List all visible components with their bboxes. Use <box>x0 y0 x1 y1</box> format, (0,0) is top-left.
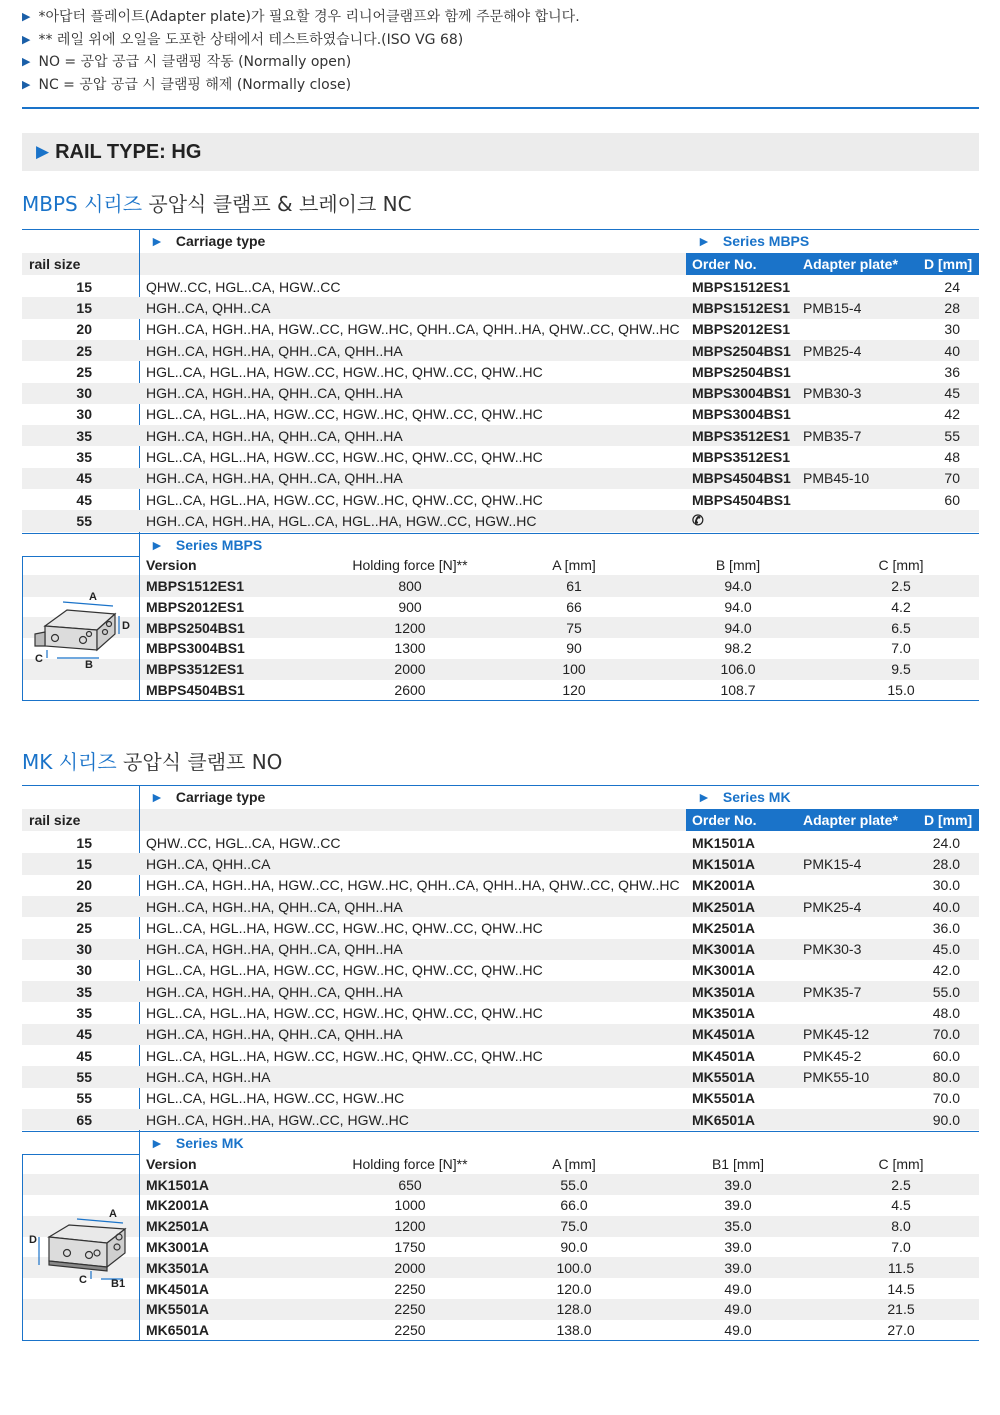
order-header <box>686 253 979 275</box>
table-row <box>22 832 979 853</box>
rail-size-cell: 30 <box>76 406 92 423</box>
d-value-cell: 40.0 <box>932 898 960 915</box>
spec-cell: 120 <box>562 682 586 699</box>
spec-header-cell: Holding force [N]** <box>352 1155 468 1172</box>
table-row <box>22 489 979 510</box>
order-no-cell: MK5501A <box>692 1068 756 1085</box>
table-top-rule <box>22 785 979 786</box>
triangle-bullet-icon: ▶ <box>22 32 31 46</box>
d-header: D [mm] <box>924 812 973 828</box>
d-value-cell: 40 <box>944 342 960 359</box>
spec-cell: 1750 <box>394 1239 426 1256</box>
adapter-plate-cell: PMB25-4 <box>803 342 862 359</box>
rail-size-cell: 30 <box>76 941 92 958</box>
spec-cell: 75.0 <box>560 1218 588 1235</box>
table-row <box>22 361 979 382</box>
d-value-cell: 30.0 <box>932 877 960 894</box>
table-rule <box>22 1154 139 1155</box>
spec-cell: 4.5 <box>891 1197 911 1214</box>
d-value-cell <box>902 510 960 531</box>
spec-cell: 128.0 <box>556 1301 592 1318</box>
column-rule <box>139 1132 140 1340</box>
rail-size-cell: 45 <box>76 470 92 487</box>
spec-cell: 800 <box>398 578 422 595</box>
dimension-label-a: A <box>89 590 97 603</box>
spec-cell: 9.5 <box>891 661 911 678</box>
spec-cell: 2.5 <box>891 578 911 595</box>
rail-size-cell: 35 <box>76 983 92 1000</box>
table-row <box>22 468 979 489</box>
rail-size-cell: 30 <box>76 385 92 402</box>
order-no-cell: MBPS1512ES1 <box>692 299 791 316</box>
table-row <box>22 917 979 938</box>
carriage-type-cell: HGH..CA, QHH..CA <box>146 855 271 872</box>
rail-size-cell: 15 <box>76 834 92 851</box>
adapter-plate-cell: PMB35-7 <box>803 427 862 444</box>
spec-header-row <box>22 555 979 576</box>
order-no-cell: MK1501A <box>692 834 756 851</box>
table-row <box>22 1002 979 1023</box>
spec-cell: MK2001A <box>146 1197 210 1214</box>
spec-cell: 138.0 <box>556 1322 592 1339</box>
spec-cell: 61 <box>566 578 582 595</box>
carriage-type-cell: HGH..CA, HGH..HA, HGW..CC, HGW..HC, QHH..CA, QHH..HA, QHW..CC, QHW..HC <box>146 877 680 894</box>
carriage-type-cell: HGL..CA, HGL..HA, HGW..CC, HGW..HC, QHW..CC, QHW..HC <box>146 962 543 979</box>
rail-type-title: RAIL TYPE: HG <box>55 140 202 163</box>
spec-cell: 11.5 <box>887 1259 915 1276</box>
rail-type-banner <box>22 133 979 171</box>
column-rule <box>139 534 140 701</box>
carriage-type-header: ► Carriage type <box>150 233 266 249</box>
d-value-cell: 42.0 <box>932 962 960 979</box>
carriage-type-cell: HGL..CA, HGL..HA, HGW..CC, HGW..HC <box>146 1090 405 1107</box>
spec-header-cell: Holding force [N]** <box>352 557 468 574</box>
spec-cell: 7.0 <box>891 1239 911 1256</box>
spec-cell: MBPS2504BS1 <box>146 619 245 636</box>
d-value-cell: 70.0 <box>932 1090 960 1107</box>
spec-cell: 1200 <box>394 1218 426 1235</box>
dimension-label-b1: B1 <box>111 1278 126 1288</box>
spec-row <box>22 596 979 617</box>
spec-header-cell: B1 [mm] <box>711 1155 765 1172</box>
rail-size-header: rail size <box>29 256 81 272</box>
d-value-cell: 24.0 <box>932 834 960 851</box>
spec-row <box>22 679 979 700</box>
order-no-header: Order No. <box>692 812 757 828</box>
table-row <box>22 297 979 318</box>
carriage-type-cell: HGH..CA, HGH..HA, QHH..CA, QHH..HA <box>146 427 403 444</box>
carriage-type-cell: HGH..CA, HGH..HA, QHH..CA, QHH..HA <box>146 385 403 402</box>
mbps-section-title: MBPS 시리즈 공압식 클램프 & 브레이크 NC <box>22 192 412 216</box>
triangle-bullet-icon: ► <box>697 789 711 805</box>
spec-cell: 6.5 <box>891 619 911 636</box>
spec-cell: 27.0 <box>887 1322 915 1339</box>
spec-header-cell: Version <box>146 1155 197 1172</box>
rail-size-cell: 45 <box>76 491 92 508</box>
d-value-cell: 28 <box>944 299 960 316</box>
spec-cell: 39.0 <box>724 1176 752 1193</box>
carriage-type-cell: HGH..CA, HGH..HA, QHH..CA, QHH..HA <box>146 342 403 359</box>
table-row <box>22 875 979 896</box>
adapter-plate-cell: PMK25-4 <box>803 898 862 915</box>
order-no-cell: MK3501A <box>692 1005 756 1022</box>
rail-size-cell: 55 <box>76 512 92 529</box>
spec-cell: MBPS4504BS1 <box>146 682 245 699</box>
series-header: ► Series MBPS <box>697 233 810 249</box>
order-no-cell: MK1501A <box>692 855 756 872</box>
order-header <box>686 809 979 831</box>
carriage-type-cell: HGL..CA, HGL..HA, HGW..CC, HGW..HC, QHW..CC, QHW..HC <box>146 919 543 936</box>
spec-cell: 8.0 <box>891 1218 911 1235</box>
spec-cell: 66.0 <box>560 1197 588 1214</box>
spec-cell: 100.0 <box>556 1259 592 1276</box>
order-no-cell: MBPS3004BS1 <box>692 385 791 402</box>
spec-cell: 49.0 <box>724 1301 752 1318</box>
order-no-cell: MK6501A <box>692 1111 756 1128</box>
spec-cell: 94.0 <box>724 578 752 595</box>
adapter-plate-cell: PMK15-4 <box>803 855 862 872</box>
rail-size-cell: 30 <box>76 962 92 979</box>
order-no-cell: MBPS2012ES1 <box>692 321 791 338</box>
rail-size-cell: 20 <box>76 877 92 894</box>
spec-cell: 75 <box>566 619 582 636</box>
spec-row <box>22 1174 979 1195</box>
spec-cell: MK3001A <box>146 1239 210 1256</box>
spec-cell: MK6501A <box>146 1322 210 1339</box>
spec-cell: 4.2 <box>891 598 911 615</box>
rail-size-header: rail size <box>29 812 81 828</box>
carriage-type-cell: QHW..CC, HGL..CA, HGW..CC <box>146 278 341 295</box>
rail-size-cell: 45 <box>76 1047 92 1064</box>
spec-cell: 49.0 <box>724 1280 752 1297</box>
spec-cell: MBPS3004BS1 <box>146 640 245 657</box>
spec-cell: 39.0 <box>724 1239 752 1256</box>
spec-cell: MBPS1512ES1 <box>146 578 245 595</box>
spec-cell: 100 <box>562 661 586 678</box>
table-bottom-rule <box>22 533 979 534</box>
order-no-cell: MK2001A <box>692 877 756 894</box>
table-bottom-rule <box>22 1131 979 1132</box>
adapter-plate-cell: PMK30-3 <box>803 941 862 958</box>
spec-series-header: ► Series MBPS <box>150 536 263 553</box>
triangle-bullet-icon: ► <box>150 1135 164 1152</box>
spec-row <box>22 575 979 596</box>
carriage-type-cell: HGL..CA, HGL..HA, HGW..CC, HGW..HC, QHW..CC, QHW..HC <box>146 491 543 508</box>
adapter-plate-cell: PMB30-3 <box>803 385 862 402</box>
table-row <box>22 276 979 297</box>
d-value-cell: 28.0 <box>932 855 960 872</box>
order-no-cell: MBPS1512ES1 <box>692 278 791 295</box>
rail-size-cell: 55 <box>76 1068 92 1085</box>
order-no-cell: MK2501A <box>692 919 756 936</box>
adapter-plate-cell: PMB45-10 <box>803 470 870 487</box>
spec-cell: 108.7 <box>720 682 756 699</box>
d-value-cell: 45 <box>944 385 960 402</box>
spec-row <box>22 1320 979 1341</box>
d-value-cell: 70 <box>944 470 960 487</box>
spec-row <box>22 617 979 638</box>
rail-size-cell: 25 <box>76 342 92 359</box>
spec-header-cell: C [mm] <box>878 1155 924 1172</box>
order-no-cell: MBPS4504BS1 <box>692 470 791 487</box>
spec-cell: MK3501A <box>146 1259 210 1276</box>
rail-size-cell: 25 <box>76 919 92 936</box>
spec-cell: 7.0 <box>891 640 911 657</box>
d-value-cell: 90.0 <box>932 1111 960 1128</box>
spec-cell: 66 <box>566 598 582 615</box>
spec-series-header: ► Series MK <box>150 1135 244 1152</box>
dimension-label-c: C <box>35 652 43 665</box>
spec-cell: MK1501A <box>146 1176 210 1193</box>
d-value-cell: 45.0 <box>932 941 960 958</box>
spec-header-cell: B [mm] <box>715 557 761 574</box>
rail-size-cell: 45 <box>76 1026 92 1043</box>
spec-header-row <box>22 1153 979 1174</box>
spec-cell: 35.0 <box>724 1218 752 1235</box>
spec-cell: 94.0 <box>724 598 752 615</box>
spec-cell: 120.0 <box>556 1280 592 1297</box>
spec-cell: 106.0 <box>720 661 756 678</box>
spec-cell: 90.0 <box>560 1239 588 1256</box>
triangle-bullet-icon: ▶ <box>22 55 31 68</box>
d-value-cell: 60.0 <box>932 1047 960 1064</box>
carriage-type-cell: HGL..CA, HGL..HA, HGW..CC, HGW..HC, QHW..CC, QHW..HC <box>146 449 543 466</box>
rail-size-cell: 35 <box>76 427 92 444</box>
table-row <box>22 981 979 1002</box>
rail-size-cell: 65 <box>76 1111 92 1128</box>
spec-row <box>22 1278 979 1299</box>
dimension-label-d: D <box>122 619 130 632</box>
carriage-type-cell: HGL..CA, HGL..HA, HGW..CC, HGW..HC, QHW..CC, QHW..HC <box>146 1005 543 1022</box>
carriage-type-cell: HGH..CA, HGH..HA, HGW..CC, HGW..HC <box>146 1111 409 1128</box>
carriage-type-cell: HGH..CA, HGH..HA, QHH..CA, QHH..HA <box>146 983 403 1000</box>
spec-header-cell: C [mm] <box>878 557 924 574</box>
carriage-type-cell: QHW..CC, HGL..CA, HGW..CC <box>146 834 341 851</box>
spec-cell: MBPS3512ES1 <box>146 661 245 678</box>
d-value-cell: 55 <box>944 427 960 444</box>
spec-cell: 2600 <box>394 682 426 699</box>
rail-size-cell: 35 <box>76 449 92 466</box>
spec-header-cell: A [mm] <box>552 1155 596 1172</box>
adapter-plate-cell: PMK45-2 <box>803 1047 862 1064</box>
d-value-cell: 24 <box>944 278 960 295</box>
spec-cell: 2250 <box>394 1301 426 1318</box>
spec-cell: 21.5 <box>887 1301 915 1318</box>
carriage-type-cell: HGH..CA, HGH..HA <box>146 1068 271 1085</box>
d-value-cell: 42 <box>944 406 960 423</box>
spec-cell: 1200 <box>394 619 426 636</box>
d-value-cell: 36.0 <box>932 919 960 936</box>
notes-list <box>22 6 580 96</box>
note-item: ▶ *아답터 플레이트(Adapter plate)가 필요할 경우 리니어클램프와 함께 주문해야 합니다. <box>22 6 580 29</box>
dimension-label-a: A <box>109 1208 117 1221</box>
carriage-type-cell: HGH..CA, HGH..HA, QHH..CA, QHH..HA <box>146 941 403 958</box>
order-no-cell: MK3001A <box>692 962 756 979</box>
spec-cell: 900 <box>398 598 422 615</box>
spec-header-cell: A [mm] <box>552 557 596 574</box>
triangle-bullet-icon: ► <box>150 233 164 249</box>
d-value-cell: 80.0 <box>932 1068 960 1085</box>
order-no-cell: MBPS2504BS1 <box>692 363 791 380</box>
table-top-rule <box>22 229 979 230</box>
adapter-plate-cell: PMK35-7 <box>803 983 862 1000</box>
order-no-cell: MK5501A <box>692 1090 756 1107</box>
carriage-type-cell: HGH..CA, HGH..HA, QHH..CA, QHH..HA <box>146 898 403 915</box>
table-row <box>22 939 979 960</box>
spec-cell: MK5501A <box>146 1301 210 1318</box>
triangle-bullet-icon: ► <box>697 233 711 249</box>
rail-size-cell: 55 <box>76 1090 92 1107</box>
table-rule <box>22 556 139 557</box>
table-row <box>22 1088 979 1109</box>
triangle-bullet-icon: ► <box>150 789 164 805</box>
order-no-cell: MBPS3004BS1 <box>692 406 791 423</box>
order-no-cell: MBPS3512ES1 <box>692 427 791 444</box>
adapter-plate-cell: PMK45-12 <box>803 1026 870 1043</box>
order-no-cell: MBPS3512ES1 <box>692 449 791 466</box>
table-row <box>22 510 979 531</box>
triangle-bullet-icon: ▶ <box>22 77 31 91</box>
order-no-cell: MBPS4504BS1 <box>692 491 791 508</box>
d-value-cell: 60 <box>944 491 960 508</box>
divider <box>22 107 979 109</box>
carriage-type-cell: HGL..CA, HGL..HA, HGW..CC, HGW..HC, QHW..CC, QHW..HC <box>146 406 543 423</box>
mbps-clamp-diagram <box>27 588 137 668</box>
note-item: ▶ ** 레일 위에 오일을 도포한 상태에서 테스트하였습니다.(ISO VG 68) <box>22 29 580 52</box>
d-value-cell: 36 <box>944 363 960 380</box>
table-row <box>22 960 979 981</box>
d-value-cell: 30 <box>944 321 960 338</box>
spec-row <box>22 659 979 680</box>
carriage-type-cell: HGH..CA, HGH..HA, HGW..CC, HGW..HC, QHH..CA, QHH..HA, QHW..CC, QHW..HC <box>146 321 680 338</box>
spec-row <box>22 1195 979 1216</box>
rail-size-cell: 35 <box>76 1005 92 1022</box>
order-no-cell: MK2501A <box>692 898 756 915</box>
spec-cell: 49.0 <box>724 1322 752 1339</box>
order-no-header: Order No. <box>692 256 757 272</box>
dimension-label-c: C <box>79 1274 87 1287</box>
spec-row <box>22 638 979 659</box>
rail-size-cell: 25 <box>76 363 92 380</box>
column-rule <box>22 1154 23 1340</box>
mk-clamp-diagram <box>27 1207 137 1287</box>
rail-size-cell: 25 <box>76 898 92 915</box>
spec-row <box>22 1216 979 1237</box>
adapter-plate-header: Adapter plate* <box>803 256 898 272</box>
carriage-type-cell: HGL..CA, HGL..HA, HGW..CC, HGW..HC, QHW..CC, QHW..HC <box>146 1047 543 1064</box>
carriage-type-cell: HGH..CA, HGH..HA, QHH..CA, QHH..HA <box>146 1026 403 1043</box>
spec-cell: 2000 <box>394 1259 426 1276</box>
spec-cell: 1000 <box>394 1197 426 1214</box>
table-bottom-rule <box>22 700 979 701</box>
order-no-cell: MK3001A <box>692 941 756 958</box>
spec-cell: 2250 <box>394 1280 426 1297</box>
spec-cell: 39.0 <box>724 1197 752 1214</box>
order-no-cell: ✆ <box>692 512 704 529</box>
table-row <box>22 383 979 404</box>
d-value-cell: 48 <box>944 449 960 466</box>
carriage-type-cell: HGH..CA, HGH..HA, HGL..CA, HGL..HA, HGW..CC, HGW..HC <box>146 512 537 529</box>
spec-cell: 2000 <box>394 661 426 678</box>
adapter-plate-cell: PMB15-4 <box>803 299 862 316</box>
table-row <box>22 425 979 446</box>
rail-size-cell: 20 <box>76 321 92 338</box>
d-value-cell: 55.0 <box>932 983 960 1000</box>
spec-cell: MK2501A <box>146 1218 210 1235</box>
carriage-type-cell: HGL..CA, HGL..HA, HGW..CC, HGW..HC, QHW..CC, QHW..HC <box>146 363 543 380</box>
mk-section-title: MK 시리즈 공압식 클램프 NO <box>22 750 283 774</box>
d-header: D [mm] <box>924 256 973 272</box>
carriage-type-cell: HGH..CA, HGH..HA, QHH..CA, QHH..HA <box>146 470 403 487</box>
order-no-cell: MK4501A <box>692 1047 756 1064</box>
spec-row <box>22 1299 979 1320</box>
table-row <box>22 340 979 361</box>
order-no-cell: MK4501A <box>692 1026 756 1043</box>
adapter-plate-cell: PMK55-10 <box>803 1068 870 1085</box>
table-row <box>22 1066 979 1087</box>
table-row <box>22 896 979 917</box>
order-no-cell: MK3501A <box>692 983 756 1000</box>
spec-row <box>22 1236 979 1257</box>
table-row <box>22 1109 979 1130</box>
spec-cell: 650 <box>398 1176 422 1193</box>
spec-cell: 94.0 <box>724 619 752 636</box>
spec-cell: 1300 <box>394 640 426 657</box>
dimension-label-b: B <box>85 658 93 668</box>
spec-cell: 2.5 <box>891 1176 911 1193</box>
table-row <box>22 404 979 425</box>
triangle-bullet-icon: ▶ <box>36 142 50 162</box>
rail-size-cell: 15 <box>76 278 92 295</box>
carriage-type-cell: HGH..CA, QHH..CA <box>146 299 271 316</box>
spec-cell: 90 <box>566 640 582 657</box>
dimension-label-d: D <box>29 1234 37 1247</box>
spec-row <box>22 1257 979 1278</box>
spec-cell: 2250 <box>394 1322 426 1339</box>
spec-cell: 39.0 <box>724 1259 752 1276</box>
spec-cell: MK4501A <box>146 1280 210 1297</box>
note-item: ▶ NC = 공압 공급 시 클램핑 해제 (Normally close) <box>22 74 580 97</box>
spec-cell: 14.5 <box>887 1280 915 1297</box>
d-value-cell: 70.0 <box>932 1026 960 1043</box>
column-rule <box>22 556 23 701</box>
table-row <box>22 1024 979 1045</box>
series-header: ► Series MK <box>697 789 791 805</box>
adapter-plate-header: Adapter plate* <box>803 812 898 828</box>
spec-cell: MBPS2012ES1 <box>146 598 245 615</box>
rail-size-cell: 15 <box>76 299 92 316</box>
spec-header-cell: Version <box>146 557 197 574</box>
table-bottom-rule <box>22 1340 979 1341</box>
table-row <box>22 446 979 467</box>
triangle-bullet-icon: ▶ <box>22 10 31 23</box>
spec-cell: 15.0 <box>887 682 915 699</box>
spec-cell: 98.2 <box>724 640 752 657</box>
table-row <box>22 319 979 340</box>
spec-cell: 55.0 <box>560 1176 588 1193</box>
table-row <box>22 853 979 874</box>
note-item: ▶ NO = 공압 공급 시 클램핑 작동 (Normally open) <box>22 51 580 74</box>
rail-size-cell: 15 <box>76 855 92 872</box>
d-value-cell: 48.0 <box>932 1005 960 1022</box>
triangle-bullet-icon: ► <box>150 536 164 553</box>
order-no-cell: MBPS2504BS1 <box>692 342 791 359</box>
carriage-type-header: ► Carriage type <box>150 789 266 805</box>
table-row <box>22 1045 979 1066</box>
